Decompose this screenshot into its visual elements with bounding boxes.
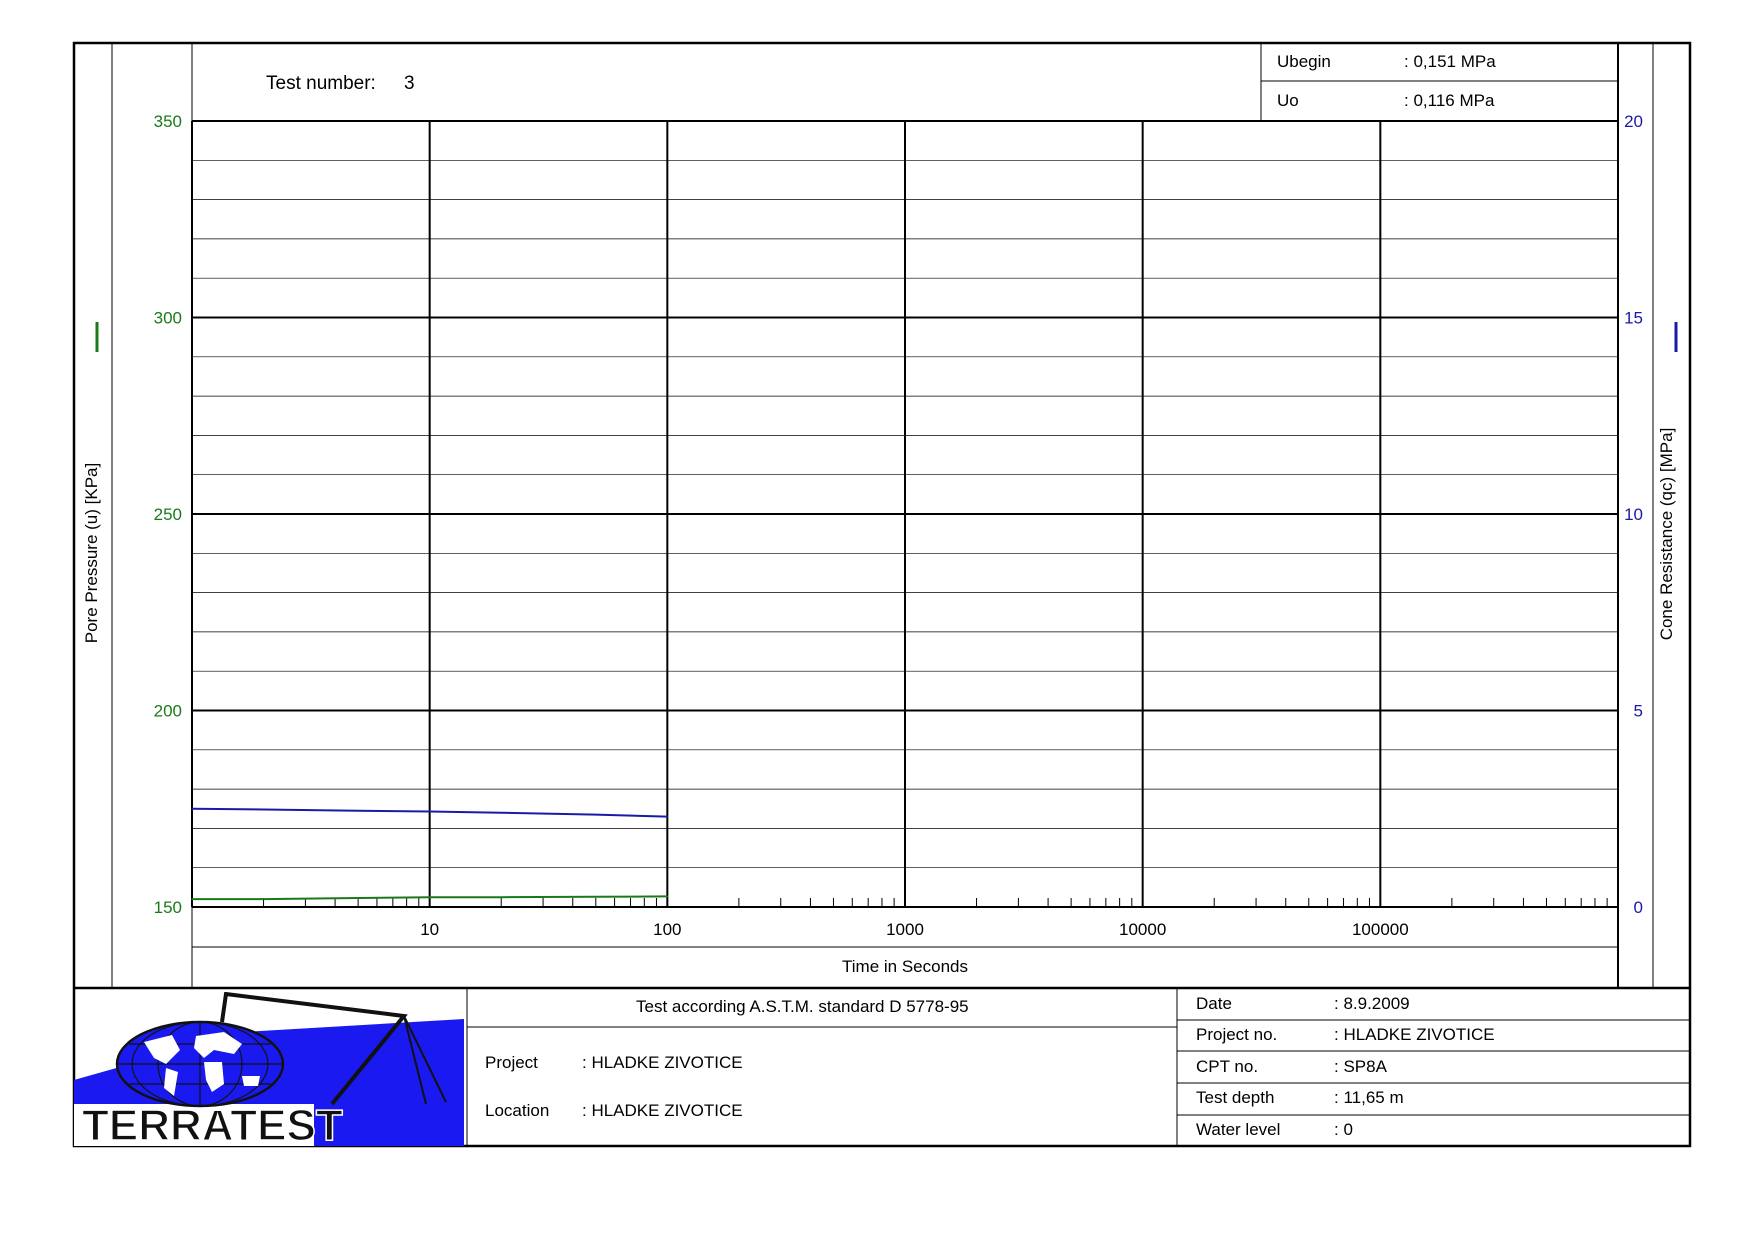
labels-layer: [154, 112, 1643, 939]
y-right-tick-label: 15: [1624, 308, 1643, 328]
location-value: : HLADKE ZIVOTICE: [582, 1101, 743, 1120]
series-point-right: [667, 816, 669, 818]
series-point-left: [191, 898, 193, 900]
y-left-tick-label: 350: [153, 112, 182, 131]
y-right-tick-label: 5: [1633, 701, 1643, 721]
y-right-tick-label: 0: [1633, 898, 1643, 917]
logo-graphic: [74, 992, 467, 1146]
x-minor-ticks: [264, 898, 1608, 907]
y-right-axis-label: Cone Resistance (qc) [MPa]: [1657, 427, 1676, 641]
series-point-left: [667, 896, 669, 898]
x-tick-label: 100: [653, 920, 682, 939]
project-no-label: Project no.: [1196, 1025, 1278, 1044]
test-number-label: Test number:: [266, 73, 376, 94]
series-point-right: [429, 811, 431, 813]
ubegin-value: : 0,151 MPa: [1404, 52, 1496, 71]
location-label: Location: [485, 1101, 550, 1120]
uo-label: Uo: [1277, 91, 1299, 110]
y-left-tick-label: 150: [153, 898, 182, 917]
x-tick-label: 10000: [1119, 920, 1167, 939]
x-tick-label: 10: [420, 920, 440, 939]
x-tick-label: 100000: [1351, 920, 1409, 939]
series-point-right: [357, 810, 359, 812]
series-point-left: [500, 896, 502, 898]
y-left-tick-label: 250: [153, 505, 182, 524]
date-label: Date: [1196, 994, 1232, 1013]
test-depth-label: Test depth: [1196, 1088, 1275, 1107]
water-level-label: Water level: [1196, 1120, 1281, 1139]
series-point-left: [357, 897, 359, 899]
series-point-right: [500, 812, 502, 814]
logo-text: TERRATEST: [82, 1101, 343, 1146]
terratest-logo: [74, 992, 467, 1146]
series-point-right: [191, 808, 193, 810]
cpt-no-value: : SP8A: [1334, 1057, 1387, 1076]
y-right-tick-label: 20: [1624, 112, 1643, 131]
project-label: Project: [485, 1053, 538, 1072]
series-point-right: [263, 809, 265, 811]
series-point-left: [263, 898, 265, 900]
date-value: : 8.9.2009: [1334, 994, 1410, 1013]
series-point-left: [429, 896, 431, 898]
test-number-value: 3: [404, 73, 415, 94]
x-axis-label: Time in Seconds: [842, 957, 968, 976]
x-tick-label: 1000: [886, 920, 924, 939]
cpt-no-label: CPT no.: [1196, 1057, 1259, 1076]
project-no-value: : HLADKE ZIVOTICE: [1334, 1025, 1495, 1044]
standard-text: Test according A.S.T.M. standard D 5778-95: [636, 997, 969, 1016]
test-depth-value: : 11,65 m: [1334, 1088, 1404, 1107]
water-level-value: : 0: [1334, 1120, 1353, 1139]
ubegin-label: Ubegin: [1277, 52, 1331, 71]
series-point-left: [595, 896, 597, 898]
y-right-tick-label: 10: [1624, 505, 1643, 524]
uo-value: : 0,116 MPa: [1404, 91, 1495, 110]
project-value: : HLADKE ZIVOTICE: [582, 1053, 743, 1072]
y-left-tick-label: 200: [153, 701, 182, 721]
y-left-axis-label: Pore Pressure (u) [KPa]: [82, 462, 101, 644]
series-point-right: [595, 814, 597, 816]
y-left-tick-label: 300: [153, 308, 182, 328]
